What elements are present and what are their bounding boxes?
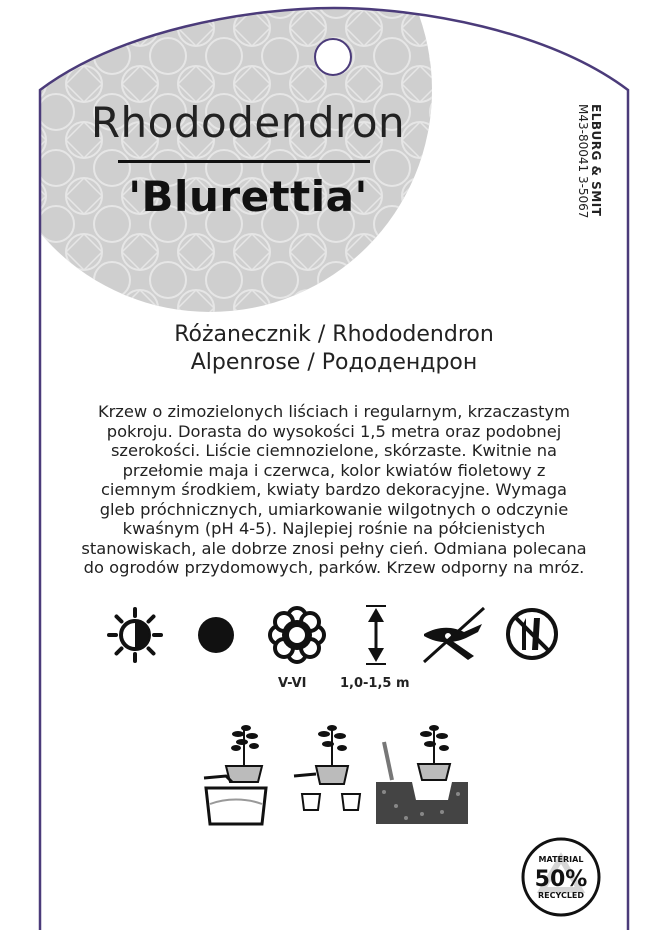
recycled-material-badge [520, 836, 602, 918]
common-name-line-1: Różanecznik / Rhododendron [174, 322, 494, 347]
description-line: ciemnym środkiem, kwiaty bardzo dekoracyjne. Wymaga [100, 480, 568, 499]
badge-percent: 50% [534, 867, 588, 892]
description-line: kwaśnym (pH 4-5). Najlepiej rośnie na półcienistych [122, 519, 546, 538]
watering-pot-illustration-icon [290, 718, 370, 818]
planting-in-ground-illustration-icon [372, 718, 472, 828]
common-name-line-2: Alpenrose / Рододендрон [190, 350, 478, 375]
description-line: przełomie maja i czerwca, kolor kwiatów fioletowy z [122, 460, 546, 480]
brand-name: ELBURG & SMIT [589, 104, 603, 217]
description-line: gleb próchnicznych, umiarkowanie wilgotnych o odczynie [99, 499, 569, 519]
potted-plant-illustration-icon [196, 718, 276, 828]
flowering-months: V-VI [278, 676, 307, 691]
no-cutting-icon [504, 606, 560, 662]
height-range: 1,0-1,5 m [340, 676, 410, 691]
description-line: stanowiskach, ale dobrze znosi pełny cień. Odmiana polecana [81, 538, 587, 558]
badge-top-text: MATERIAL [538, 855, 584, 864]
title-divider [118, 160, 370, 163]
half-sun-icon [106, 606, 164, 664]
cultivar-title: 'Blurettia' [128, 172, 368, 221]
product-code: M43-80041 3-5067 [576, 104, 590, 219]
hanging-hole [314, 38, 352, 76]
genus-title: Rhododendron [90, 98, 406, 147]
description-line: Krzew o zimozielonych liściach i regularnym, krzaczastym [97, 402, 571, 421]
full-shade-icon [196, 615, 236, 655]
description [66, 402, 602, 578]
height-arrow-icon [362, 604, 390, 666]
no-pruning-icon [418, 604, 490, 666]
badge-bottom-text: RECYCLED [537, 891, 585, 900]
description-line: pokroju. Dorasta do wysokości 1,5 metra oraz podobnej [106, 421, 562, 441]
flower-icon [268, 606, 326, 664]
description-line: do ogrodów przydomowych, parków. Krzew odporny na mróz. [83, 558, 585, 577]
description-line: szerokości. Liście ciemnozielone, skórzaste. Kwitnie na [110, 441, 558, 460]
